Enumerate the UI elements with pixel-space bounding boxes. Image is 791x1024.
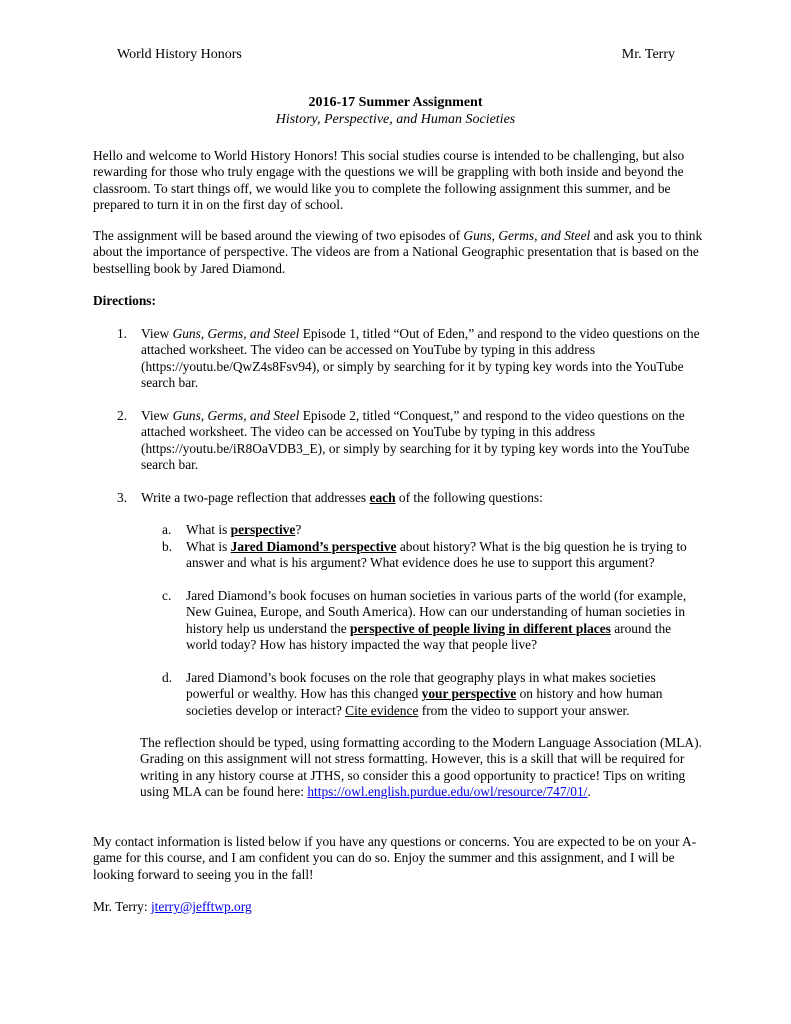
- item-body: [141, 490, 702, 506]
- question-text-b: ?: [295, 522, 302, 537]
- item-text-a: View: [141, 326, 173, 341]
- mla-link[interactable]: https://owl.english.purdue.edu/owl/resource/747/01/: [307, 783, 588, 799]
- header-teacher: Mr. Terry: [621, 47, 675, 62]
- question-letter: c.: [162, 588, 172, 603]
- question-d: [162, 670, 702, 719]
- item-number: 1.: [117, 326, 128, 341]
- item-text-b: Episode 2, titled “Conquest,” and respond to the video questions on the attached worksheet. The video can be accessed on YouTube by typing in this address (https://youtu.be/iR8OaVDB3_E), or simply by searching for it by typing key words into the YouTube search bar.: [141, 408, 690, 472]
- question-emphasis: perspective: [230, 522, 296, 537]
- reflection-paragraph: [140, 735, 702, 800]
- item-number: 3.: [117, 490, 128, 505]
- question-body: [186, 670, 702, 719]
- directions-heading: Directions:: [93, 293, 156, 308]
- question-b: [162, 539, 702, 572]
- reflection-text: The reflection should be typed, using formatting according to the Modern Language Association (MLA). Grading on this assignment will not stress formatting. However, this is a skill that will be required for writing in any history course at JTHS, so consider this a good opportunity to practice! Tips on writing using MLA can be found here:: [140, 735, 702, 799]
- contact-name: Mr. Terry:: [93, 899, 151, 914]
- question-text-b: about history? What is the big question he is trying to answer and what is his argument? What evidence does he use to support this argument?: [186, 539, 687, 571]
- question-text-c: from the video to support your answer.: [418, 702, 630, 718]
- question-body: [186, 588, 702, 653]
- page-subtitle: History, Perspective, and Human Societies: [275, 112, 516, 127]
- page-title: 2016-17 Summer Assignment: [308, 95, 483, 110]
- direction-item-3: [117, 490, 702, 506]
- question-text-a: Jared Diamond’s book focuses on human societies in various parts of the world (for example, New Guinea, Europe, and South America). How can our understanding of human societies in history help us understand the: [186, 588, 687, 636]
- item-body: [141, 326, 702, 391]
- direction-item-2: [117, 408, 702, 473]
- item-text-b: of the following questions:: [395, 490, 543, 505]
- intro-video-title: Guns, Germs, and Steel: [463, 228, 591, 243]
- question-c: [162, 588, 702, 653]
- title-block: [0, 94, 791, 128]
- header-course: World History Honors: [117, 47, 242, 62]
- intro-text-a: The assignment will be based around the viewing of two episodes of: [93, 228, 464, 243]
- item-video-title: Guns, Germs, and Steel: [172, 408, 300, 423]
- question-underline: Cite evidence: [345, 702, 419, 718]
- question-body: [186, 539, 702, 572]
- intro-text-b: and ask you to think about the importance of perspective. The videos are from a National Geographic presentation that is based on the bestselling book by Jared Diamond.: [93, 228, 703, 276]
- question-body: [186, 522, 702, 538]
- question-emphasis: perspective of people living in different places: [350, 620, 611, 636]
- item-body: [141, 408, 702, 473]
- contact-paragraph: My contact information is listed below if you have any questions or concerns. You are expected to be on your A-game for this course, and I am confident you can do so. Enjoy the summer and this assignment, and I will be looking forward to seeing you in the fall!: [93, 834, 697, 882]
- question-letter: b.: [162, 539, 173, 554]
- item-video-title: Guns, Germs, and Steel: [172, 326, 300, 341]
- question-letter: d.: [162, 670, 173, 685]
- item-text-a: View: [141, 408, 173, 423]
- reflection-end: .: [587, 783, 591, 799]
- question-text-a: Jared Diamond’s book focuses on the role that geography plays in what makes societies powerful or wealthy. How has this changed: [186, 670, 656, 702]
- question-letter: a.: [162, 522, 172, 537]
- item-text-b: Episode 1, titled “Out of Eden,” and respond to the video questions on the attached worksheet. The video can be accessed on YouTube by typing in this address (https://youtu.be/QwZ4s8Fsv94), or simply by searching for it by typing key words into the YouTube search bar.: [141, 326, 700, 390]
- intro-paragraph: Hello and welcome to World History Honors! This social studies course is intended to be challenging, but also rewarding for those who truly engage with the questions we will be grappling with both inside and beyond the classroom. To start things off, we would like you to complete the following assignment this summer, and be prepared to turn it in on the first day of school.: [93, 148, 685, 212]
- item-emphasis: each: [369, 490, 396, 505]
- item-text-a: Write a two-page reflection that addresses: [141, 490, 370, 505]
- email-link[interactable]: jterry@jefftwp.org: [150, 899, 252, 914]
- question-a: [162, 522, 702, 538]
- question-text-a: What is: [186, 539, 231, 554]
- question-emphasis: your perspective: [421, 686, 517, 702]
- item-number: 2.: [117, 408, 128, 423]
- direction-item-1: [117, 326, 702, 391]
- contact-line: [93, 899, 703, 915]
- question-text-a: What is: [186, 522, 231, 537]
- question-text-b: around the world today? How has history impacted the way that people live?: [186, 620, 672, 652]
- question-emphasis: Jared Diamond’s perspective: [230, 539, 397, 554]
- question-text-b: on history and how human societies develop or interact?: [186, 686, 663, 718]
- intro-paragraph-2: [93, 228, 703, 277]
